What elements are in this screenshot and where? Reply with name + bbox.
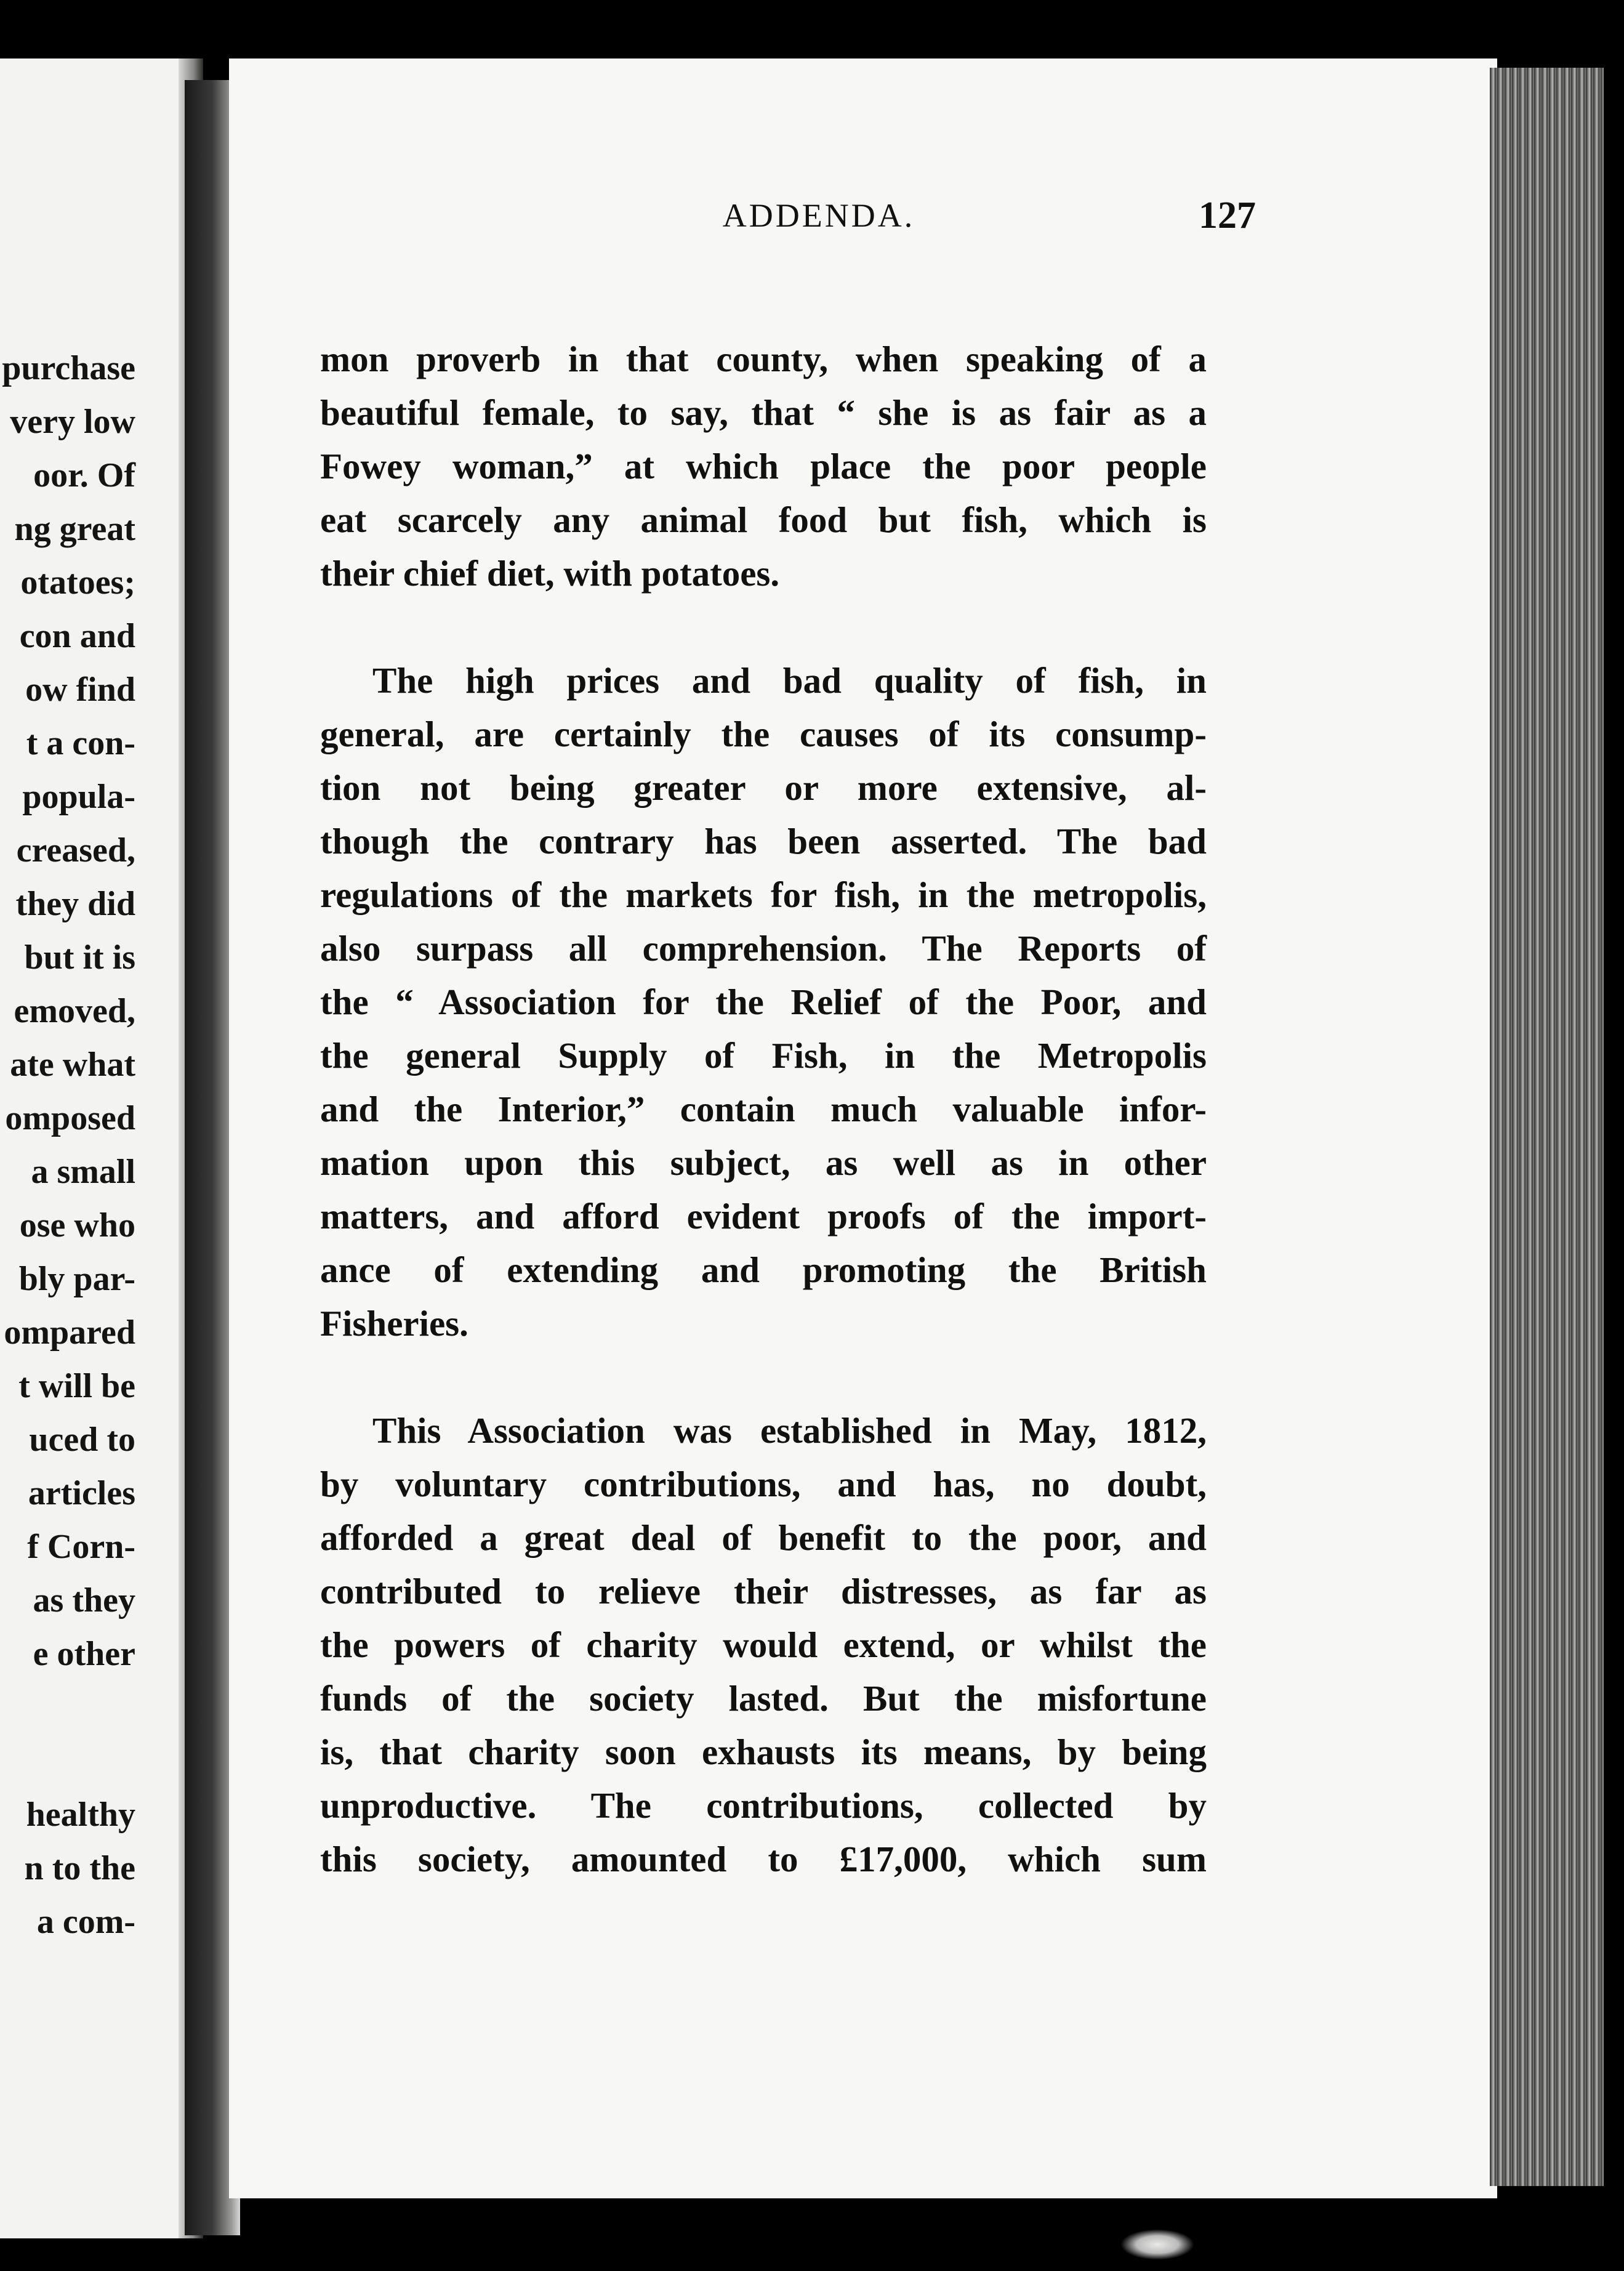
text-line: and the Interior,” contain much valuable infor- <box>320 1089 1207 1129</box>
text-line: The high prices and bad quality of fish, in <box>372 660 1207 701</box>
left-line: popula- <box>22 778 135 816</box>
left-line: but it is <box>24 938 135 977</box>
left-line: emoved, <box>14 992 135 1030</box>
page-edges <box>1490 68 1604 2186</box>
text-line: mation upon this subject, as well as in other <box>320 1142 1207 1183</box>
left-line: as they <box>33 1581 135 1620</box>
text-line: mon proverb in that county, when speaking of a <box>320 339 1207 379</box>
left-line: creased, <box>16 831 135 869</box>
text-line: afforded a great deal of benefit to the poor, and <box>320 1517 1207 1558</box>
paragraph-1 <box>320 333 1207 600</box>
text-line: This Association was established in May, 1812, <box>372 1410 1207 1451</box>
left-line <box>0 1735 135 1788</box>
left-line: e other <box>33 1635 135 1673</box>
left-line: oor. Of <box>33 456 135 494</box>
left-line: otatoes; <box>20 563 135 602</box>
text-line: unproductive. The contributions, collected by <box>320 1785 1207 1826</box>
running-head <box>382 188 1256 243</box>
left-line <box>0 1681 135 1735</box>
text-line: regulations of the markets for fish, in the metropolis, <box>320 874 1207 915</box>
paragraph-gap <box>320 600 1207 654</box>
text-line: beautiful female, to say, that “ she is as fair as a <box>320 392 1207 433</box>
left-line: they did <box>15 885 135 923</box>
text-line: though the contrary has been asserted. The bad <box>320 821 1207 861</box>
left-line: bly par- <box>18 1260 135 1298</box>
text-line: eat scarcely any animal food but fish, which is <box>320 499 1207 540</box>
left-line: t will be <box>18 1367 135 1405</box>
left-line: ompared <box>4 1313 135 1352</box>
left-line: very low <box>10 403 135 441</box>
text-line: their chief diet, with potatoes. <box>320 553 780 594</box>
text-line: is, that charity soon exhausts its means, by being <box>320 1732 1207 1772</box>
text-line: funds of the society lasted. But the misfortune <box>320 1678 1207 1719</box>
text-line: Fowey woman,” at which place the poor people <box>320 446 1207 486</box>
left-line: purchase <box>2 349 135 387</box>
left-line: uced to <box>29 1421 135 1459</box>
text-line: matters, and afford evident proofs of the import- <box>320 1196 1207 1236</box>
page-number: 127 <box>1199 195 1256 236</box>
paragraph-3 <box>320 1404 1207 1886</box>
text-line: the general Supply of Fish, in the Metropolis <box>320 1035 1207 1076</box>
text-line: the powers of charity would extend, or whilst the <box>320 1624 1207 1665</box>
text-line: Fisheries. <box>320 1303 468 1344</box>
left-line: ose who <box>19 1206 135 1244</box>
left-line: n to the <box>24 1849 135 1887</box>
left-line: ow find <box>25 671 135 709</box>
left-facing-page <box>0 58 203 2238</box>
text-line: contributed to relieve their distresses, as far as <box>320 1571 1207 1611</box>
body-text <box>320 333 1207 1886</box>
left-line: con and <box>19 617 135 655</box>
left-line: a small <box>31 1153 135 1191</box>
left-page-text <box>0 342 135 1949</box>
left-line: ate what <box>10 1046 135 1084</box>
text-line: the “ Association for the Relief of the Poor, and <box>320 982 1207 1022</box>
scan-smudge <box>1120 2229 1194 2260</box>
text-line: general, are certainly the causes of its consump- <box>320 714 1207 754</box>
text-line: tion not being greater or more extensive, al- <box>320 767 1207 808</box>
left-line: healthy <box>26 1796 135 1834</box>
text-line: also surpass all comprehension. The Reports of <box>320 928 1207 969</box>
left-line: f Corn- <box>27 1528 135 1566</box>
running-title: ADDENDA. <box>722 197 915 234</box>
left-line: ng great <box>14 510 135 548</box>
text-line: by voluntary contributions, and has, no doubt, <box>320 1464 1207 1504</box>
text-line: ance of extending and promoting the British <box>320 1249 1207 1290</box>
left-line: a com- <box>36 1903 135 1941</box>
text-line: this society, amounted to £17,000, which sum <box>320 1839 1207 1879</box>
paragraph-gap <box>320 1350 1207 1404</box>
paragraph-2 <box>320 654 1207 1350</box>
left-line: omposed <box>5 1099 135 1137</box>
left-line: articles <box>28 1474 135 1512</box>
left-line: t a con- <box>26 724 135 762</box>
